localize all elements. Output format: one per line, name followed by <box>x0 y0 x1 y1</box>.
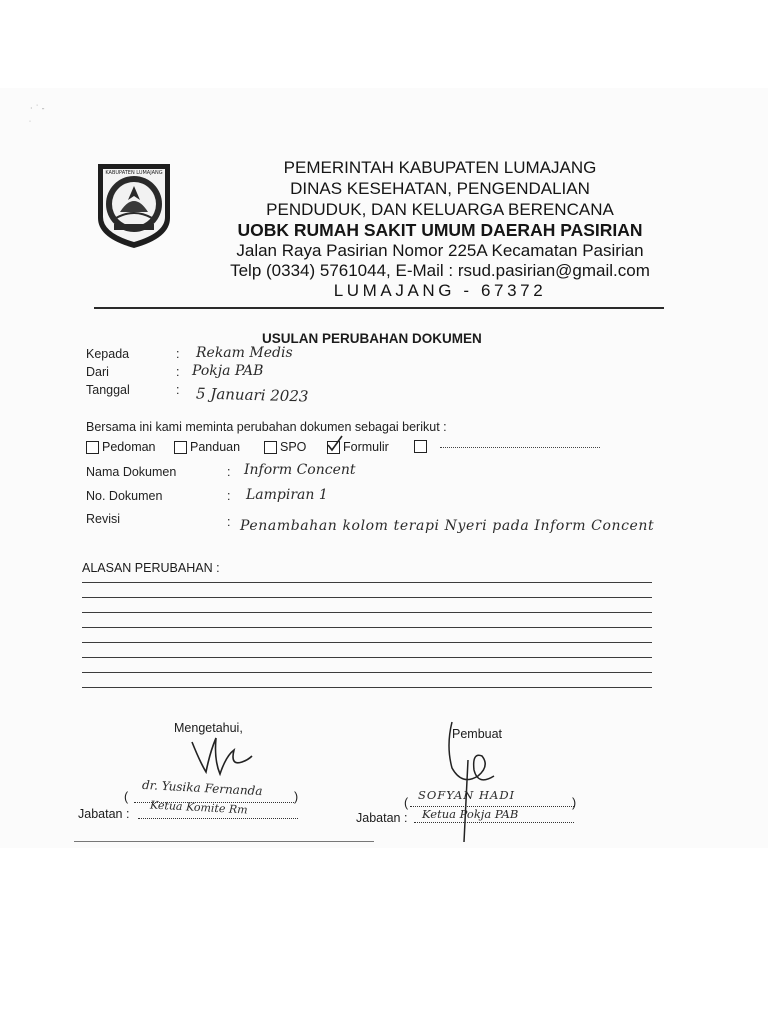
letterhead-line-3: PENDUDUK, DAN KELUARGA BERENCANA <box>266 200 614 219</box>
hospital-name: UOBK RUMAH SAKIT UMUM DAERAH PASIRIAN <box>237 220 643 240</box>
option-spo[interactable]: SPO <box>264 440 306 454</box>
hospital-address: Jalan Raya Pasirian Nomor 225A Kecamatan Pasirian <box>236 241 644 260</box>
intro-text: Bersama ini kami meminta perubahan dokumen sebagai berikut : <box>86 420 447 434</box>
right-jabatan-label: Jabatan : <box>356 811 408 825</box>
option-pedoman[interactable]: Pedoman <box>86 440 156 454</box>
label-dari: Dari <box>86 365 109 379</box>
left-paren-open: ( <box>124 790 129 804</box>
right-signatory-name: SOFYAN HADI <box>418 788 516 802</box>
right-jabatan-line <box>414 822 574 823</box>
value-no-dokumen: Lampiran 1 <box>246 487 328 503</box>
right-jabatan-value: Ketua Pokja PAB <box>422 807 519 821</box>
colon: : <box>176 383 180 397</box>
label-tanggal: Tanggal <box>86 383 130 397</box>
option-panduan[interactable]: Panduan <box>174 440 240 454</box>
colon: : <box>176 347 180 361</box>
checkmark-icon <box>326 435 344 453</box>
left-jabatan-value: Ketua Komite Rm <box>149 798 248 817</box>
letterhead-line-2: DINAS KESEHATAN, PENGENDALIAN <box>290 179 590 198</box>
checkbox-spo[interactable] <box>264 441 277 454</box>
colon: : <box>227 465 231 479</box>
checkbox-pedoman[interactable] <box>86 441 99 454</box>
left-jabatan-line <box>138 818 298 819</box>
kabupaten-lumajang-logo-icon <box>94 160 174 250</box>
left-signature-heading: Mengetahui, <box>174 721 243 735</box>
colon: : <box>227 515 231 529</box>
colon: : <box>227 489 231 503</box>
value-nama-dokumen: Inform Concent <box>244 462 356 478</box>
left-paren-close: ) <box>294 790 299 804</box>
right-paren-close: ) <box>572 796 577 810</box>
reason-line[interactable] <box>82 687 652 688</box>
reason-line[interactable] <box>82 612 652 613</box>
value-dari: Pokja PAB <box>192 363 264 379</box>
colon: : <box>176 365 180 379</box>
reason-line[interactable] <box>82 582 652 583</box>
reason-label: ALASAN PERUBAHAN : <box>82 561 220 575</box>
checkbox-formulir[interactable] <box>327 441 340 454</box>
letterhead-line-1: PEMERINTAH KABUPATEN LUMAJANG <box>283 158 597 177</box>
option-formulir[interactable]: Formulir <box>327 440 389 454</box>
value-revisi: Penambahan kolom terapi Nyeri pada Inform Concent <box>240 518 655 534</box>
page-bottom-rule <box>74 841 374 842</box>
scan-speck: · ˙ - <box>30 104 45 113</box>
reason-line[interactable] <box>82 657 652 658</box>
label-no-dokumen: No. Dokumen <box>86 489 163 503</box>
left-handwritten-signature-icon <box>186 732 256 780</box>
label-revisi: Revisi <box>86 512 121 526</box>
reason-line[interactable] <box>82 642 652 643</box>
reason-line[interactable] <box>82 627 652 628</box>
checkbox-panduan[interactable] <box>174 441 187 454</box>
hospital-contact: Telp (0334) 5761044, E-Mail : rsud.pasirian@gmail.com <box>230 261 650 280</box>
left-signatory-name: dr. Yusika Fernanda <box>141 777 263 799</box>
left-jabatan-label: Jabatan : <box>78 807 130 821</box>
logo-ring-text: KABUPATEN LUMAJANG <box>105 170 163 176</box>
reason-line[interactable] <box>82 672 652 673</box>
right-paren-open: ( <box>404 796 409 810</box>
value-kepada: Rekam Medis <box>196 345 293 361</box>
right-handwritten-signature-icon <box>442 716 502 846</box>
checkbox-other[interactable] <box>414 440 427 453</box>
form-title: USULAN PERUBAHAN DOKUMEN <box>262 331 482 346</box>
option-other[interactable] <box>414 440 430 453</box>
letterhead-divider <box>94 307 664 309</box>
other-option-field[interactable] <box>440 447 600 448</box>
scan-speck: ˙ <box>28 120 32 129</box>
value-tanggal: 5 Januari 2023 <box>195 384 309 406</box>
label-nama-dokumen: Nama Dokumen <box>86 465 177 479</box>
reason-line[interactable] <box>82 597 652 598</box>
right-signature-heading: Pembuat <box>452 727 503 741</box>
label-kepada: Kepada <box>86 347 130 361</box>
hospital-city: LUMAJANG - 67372 <box>333 281 547 300</box>
